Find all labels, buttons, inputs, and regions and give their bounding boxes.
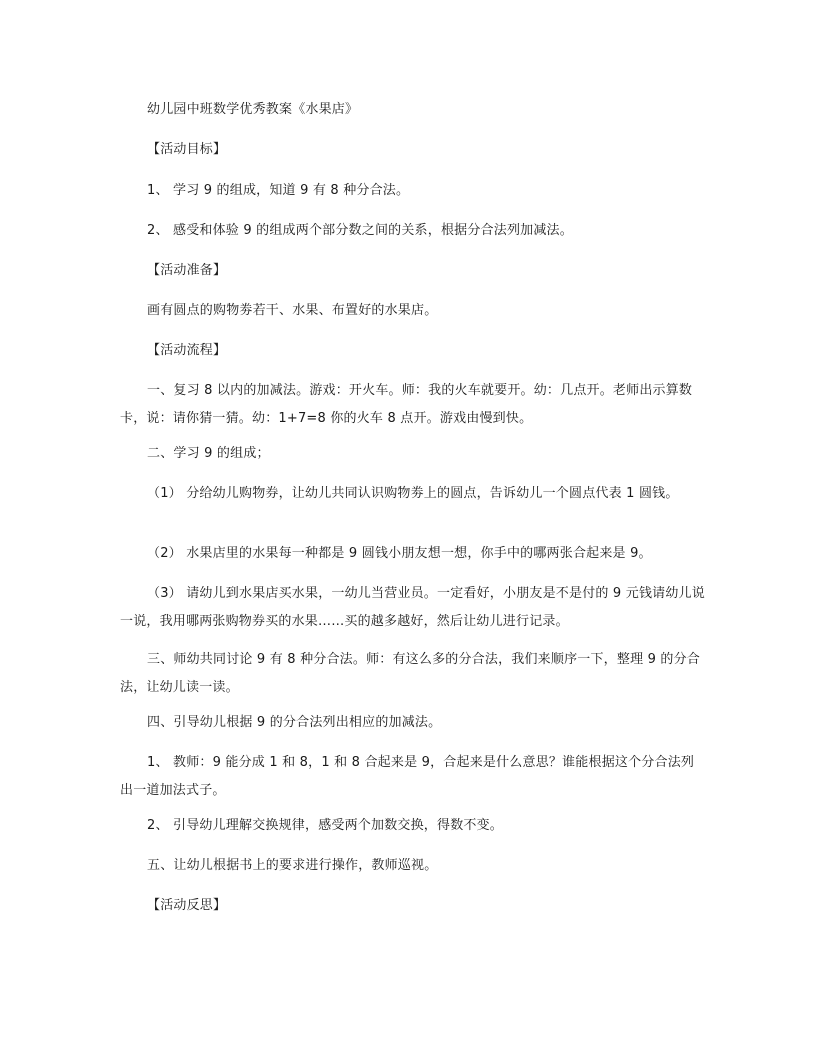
flow-step-2-1: （1） 分给幼儿购物券，让幼儿共同认识购物劵上的圆点，告诉幼儿一个圆点代表 1 圆钱。: [147, 486, 679, 501]
prep-paragraph: 画有圆点的购物劵若干、水果、布置好的水果店。: [147, 303, 438, 318]
flow-step-4-2: 2、 引导幼儿理解交换规律，感受两个加数交换，得数不变。: [147, 818, 504, 833]
goal-item-2: 2、 感受和体验 9 的组成两个部分数之间的关系，根据分合法列加减法。: [147, 223, 573, 238]
flow-step-4: 四、引导幼儿根据 9 的分合法列出相应的加减法。: [147, 715, 442, 730]
document-title: 幼儿园中班数学优秀教案《水果店》: [147, 102, 359, 117]
flow-step-5: 五、让幼儿根据书上的要求进行操作，教师巡视。: [147, 858, 438, 873]
heading-activity-goal: 【活动目标】: [147, 142, 227, 157]
goal-item-1: 1、 学习 9 的组成，知道 9 有 8 种分合法。: [147, 183, 410, 198]
flow-step-2-2: （2） 水果店里的水果每一种都是 9 圆钱小朋友想一想，你手中的哪两张合起来是 9。: [147, 546, 652, 561]
heading-activity-prep: 【活动准备】: [147, 263, 227, 278]
flow-step-3: 三、师幼共同讨论 9 有 8 种分合法。师：有这么多的分合法，我们来顺序一下，整理 9 的分合法，让幼儿读一读。: [120, 652, 701, 695]
flow-step-2: 二、学习 9 的组成；: [147, 446, 270, 461]
heading-activity-reflection: 【活动反思】: [147, 898, 227, 913]
heading-activity-flow: 【活动流程】: [147, 343, 227, 358]
flow-step-1: 一、复习 8 以内的加减法。游戏：开火车。师：我的火车就要开。幼：几点开。老师出示算数卡，说：请你猜一猜。幼：1+7=8 你的火车 8 点开。游戏由慢到快。: [120, 383, 693, 426]
flow-step-2-3: （3） 请幼儿到水果店买水果，一幼儿当营业员。一定看好，小朋友是不是付的 9 元钱请幼儿说一说，我用哪两张购物券买的水果……买的越多越好，然后让幼儿进行记录。: [120, 586, 705, 629]
flow-step-4-1: 1、 教师：9 能分成 1 和 8，1 和 8 合起来是 9，合起来是什么意思？谁能根据这个分合法列出一道加法式子。: [120, 755, 695, 798]
